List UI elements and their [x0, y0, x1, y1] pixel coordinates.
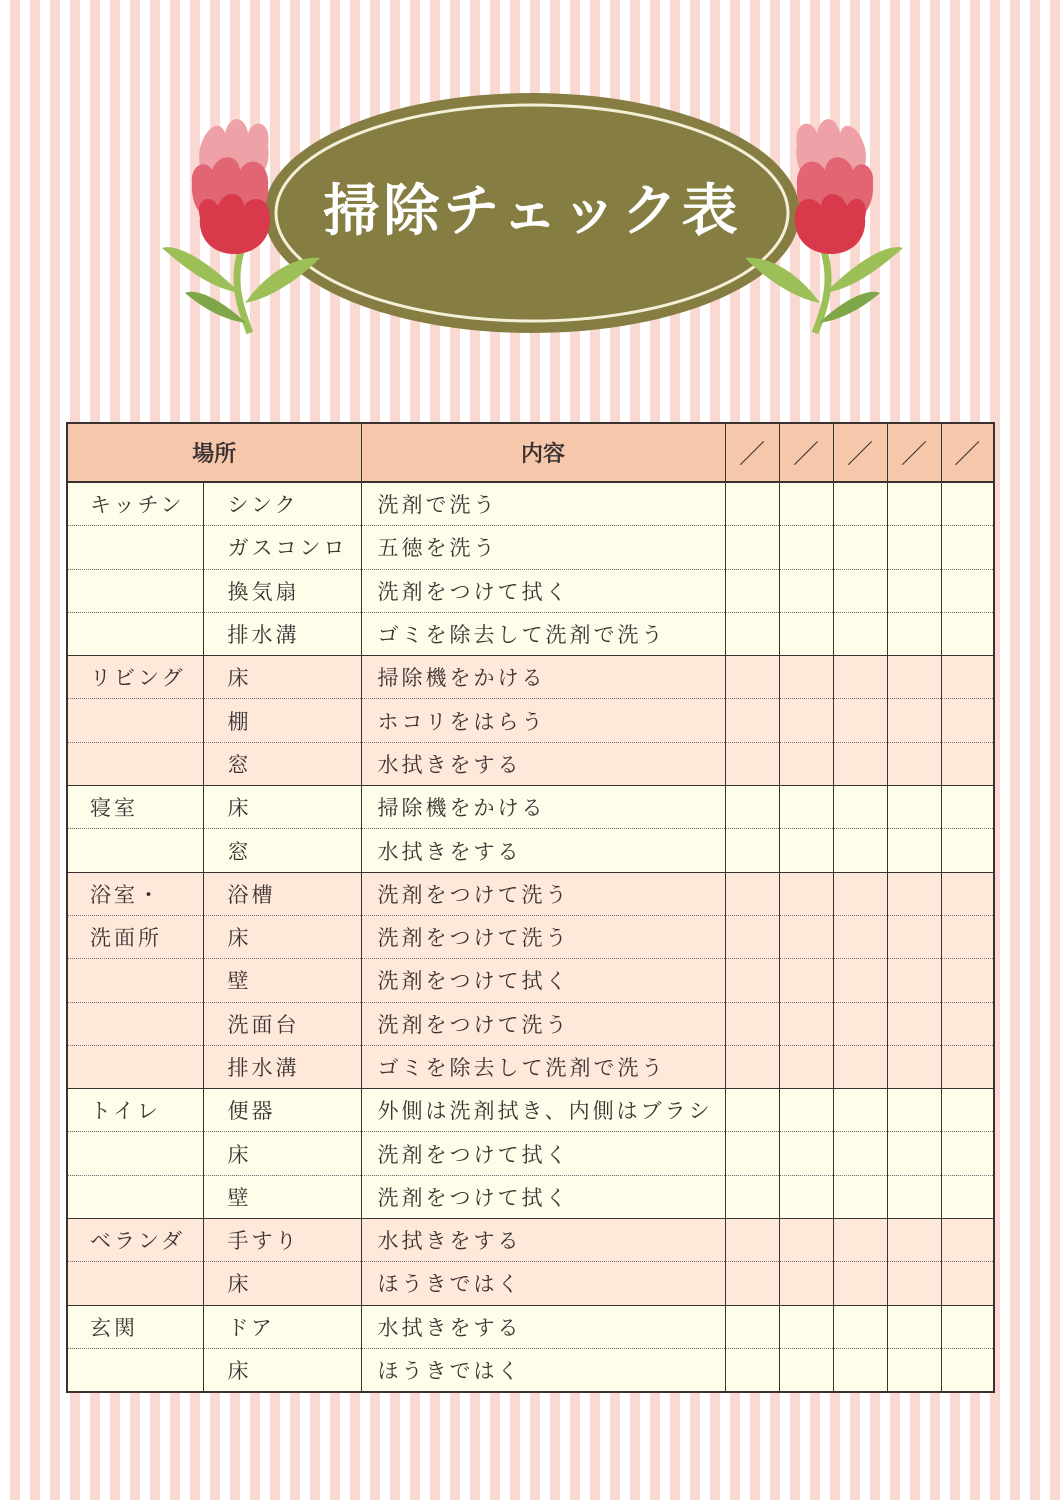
title-banner	[160, 88, 905, 348]
item-cell: 換気扇	[203, 569, 361, 612]
check-cell-5[interactable]	[941, 786, 993, 829]
task-cell: 水拭きをする	[361, 1219, 725, 1262]
item-cell: 壁	[203, 959, 361, 1002]
check-cell-4[interactable]	[887, 959, 941, 1002]
check-cell-5[interactable]	[941, 959, 993, 1002]
task-cell: ゴミを除去して洗剤で洗う	[361, 612, 725, 655]
check-cell-5[interactable]	[941, 569, 993, 612]
place-cell	[68, 829, 203, 872]
table-row	[68, 1305, 993, 1348]
check-cell-2[interactable]	[779, 829, 833, 872]
check-cell-2[interactable]	[779, 1305, 833, 1348]
check-cell-2[interactable]	[779, 1002, 833, 1045]
check-cell-3[interactable]	[833, 1305, 887, 1348]
place-cell	[68, 1045, 203, 1088]
check-cell-5[interactable]	[941, 1348, 993, 1391]
check-cell-4[interactable]	[887, 742, 941, 785]
check-cell-1[interactable]	[725, 1305, 779, 1348]
task-cell: 洗剤をつけて洗う	[361, 872, 725, 915]
place-cell	[68, 1002, 203, 1045]
check-cell-5[interactable]	[941, 872, 993, 915]
check-cell-1[interactable]	[725, 699, 779, 742]
task-cell: ゴミを除去して洗剤で洗う	[361, 1045, 725, 1088]
header-place: 場所	[68, 424, 361, 482]
check-cell-5[interactable]	[941, 1089, 993, 1132]
place-cell	[68, 1132, 203, 1175]
table-row	[68, 872, 993, 915]
table-row	[68, 1348, 993, 1391]
place-cell	[68, 526, 203, 569]
check-cell-4[interactable]	[887, 1132, 941, 1175]
check-cell-2[interactable]	[779, 699, 833, 742]
item-cell: 床	[203, 1262, 361, 1305]
check-cell-3[interactable]	[833, 1219, 887, 1262]
item-cell: 床	[203, 786, 361, 829]
check-cell-3[interactable]	[833, 612, 887, 655]
item-cell: 洗面台	[203, 1002, 361, 1045]
item-cell: 床	[203, 1132, 361, 1175]
check-cell-2[interactable]	[779, 656, 833, 699]
check-cell-2[interactable]	[779, 1132, 833, 1175]
check-cell-4[interactable]	[887, 829, 941, 872]
check-cell-3[interactable]	[833, 1089, 887, 1132]
item-cell: 窓	[203, 829, 361, 872]
check-cell-3[interactable]	[833, 959, 887, 1002]
item-cell: シンク	[203, 482, 361, 526]
place-cell: キッチン	[68, 482, 203, 526]
check-cell-4[interactable]	[887, 526, 941, 569]
check-cell-5[interactable]	[941, 829, 993, 872]
task-cell: ほうきではく	[361, 1348, 725, 1391]
table-row	[68, 656, 993, 699]
check-cell-3[interactable]	[833, 872, 887, 915]
check-cell-4[interactable]	[887, 1089, 941, 1132]
check-cell-4[interactable]	[887, 656, 941, 699]
check-cell-4[interactable]	[887, 872, 941, 915]
check-cell-5[interactable]	[941, 1305, 993, 1348]
place-cell: 洗面所	[68, 915, 203, 958]
header-content: 内容	[361, 424, 725, 482]
check-cell-5[interactable]	[941, 612, 993, 655]
place-cell: 浴室・	[68, 872, 203, 915]
check-cell-5[interactable]	[941, 1132, 993, 1175]
task-cell: 水拭きをする	[361, 1305, 725, 1348]
check-cell-1[interactable]	[725, 656, 779, 699]
task-cell: ホコリをはらう	[361, 699, 725, 742]
check-cell-2[interactable]	[779, 1219, 833, 1262]
item-cell: 床	[203, 1348, 361, 1391]
check-cell-5[interactable]	[941, 656, 993, 699]
check-cell-5[interactable]	[941, 1219, 993, 1262]
table-row	[68, 1132, 993, 1175]
check-cell-4[interactable]	[887, 569, 941, 612]
check-cell-1[interactable]	[725, 872, 779, 915]
table-header-row	[68, 424, 993, 482]
check-cell-4[interactable]	[887, 1002, 941, 1045]
task-cell: 洗剤をつけて洗う	[361, 1002, 725, 1045]
check-cell-1[interactable]	[725, 569, 779, 612]
check-cell-2[interactable]	[779, 872, 833, 915]
place-cell	[68, 742, 203, 785]
task-cell: 洗剤で洗う	[361, 482, 725, 526]
place-cell: ベランダ	[68, 1219, 203, 1262]
check-cell-5[interactable]	[941, 1175, 993, 1218]
check-cell-2[interactable]	[779, 1348, 833, 1391]
header-date-1[interactable]: ／	[725, 424, 779, 482]
check-cell-1[interactable]	[725, 1132, 779, 1175]
table-row	[68, 482, 993, 526]
item-cell: 棚	[203, 699, 361, 742]
check-cell-1[interactable]	[725, 1002, 779, 1045]
check-cell-1[interactable]	[725, 786, 779, 829]
check-cell-5[interactable]	[941, 1002, 993, 1045]
check-cell-5[interactable]	[941, 699, 993, 742]
place-cell	[68, 699, 203, 742]
table-row	[68, 742, 993, 785]
check-cell-2[interactable]	[779, 1175, 833, 1218]
check-cell-4[interactable]	[887, 1262, 941, 1305]
check-cell-3[interactable]	[833, 1045, 887, 1088]
check-cell-3[interactable]	[833, 569, 887, 612]
check-cell-4[interactable]	[887, 1348, 941, 1391]
check-cell-3[interactable]	[833, 1175, 887, 1218]
page-title: 掃除チェック表	[323, 179, 742, 244]
item-cell: 壁	[203, 1175, 361, 1218]
check-cell-3[interactable]	[833, 829, 887, 872]
check-cell-1[interactable]	[725, 742, 779, 785]
place-cell	[68, 1348, 203, 1391]
check-cell-1[interactable]	[725, 1175, 779, 1218]
table-row	[68, 829, 993, 872]
table-row	[68, 1262, 993, 1305]
task-cell: 外側は洗剤拭き、内側はブラシ	[361, 1089, 725, 1132]
header-date-4[interactable]: ／	[887, 424, 941, 482]
table-row	[68, 569, 993, 612]
check-cell-3[interactable]	[833, 699, 887, 742]
check-cell-5[interactable]	[941, 742, 993, 785]
item-cell: 浴槽	[203, 872, 361, 915]
check-cell-3[interactable]	[833, 915, 887, 958]
check-cell-2[interactable]	[779, 786, 833, 829]
check-cell-5[interactable]	[941, 915, 993, 958]
check-cell-3[interactable]	[833, 526, 887, 569]
task-cell: 洗剤をつけて洗う	[361, 915, 725, 958]
check-cell-3[interactable]	[833, 656, 887, 699]
check-cell-3[interactable]	[833, 1262, 887, 1305]
task-cell: ほうきではく	[361, 1262, 725, 1305]
place-cell: 玄関	[68, 1305, 203, 1348]
check-cell-3[interactable]	[833, 786, 887, 829]
task-cell: 水拭きをする	[361, 829, 725, 872]
header-date-3[interactable]: ／	[833, 424, 887, 482]
check-cell-2[interactable]	[779, 742, 833, 785]
table-row	[68, 526, 993, 569]
check-cell-2[interactable]	[779, 612, 833, 655]
place-cell: 寝室	[68, 786, 203, 829]
table-row	[68, 1002, 993, 1045]
task-cell: 掃除機をかける	[361, 786, 725, 829]
table-row	[68, 1219, 993, 1262]
item-cell: 床	[203, 915, 361, 958]
table-row	[68, 699, 993, 742]
check-cell-2[interactable]	[779, 1262, 833, 1305]
check-cell-2[interactable]	[779, 1089, 833, 1132]
check-cell-1[interactable]	[725, 1348, 779, 1391]
check-cell-5[interactable]	[941, 1262, 993, 1305]
header-date-2[interactable]: ／	[779, 424, 833, 482]
item-cell: 排水溝	[203, 1045, 361, 1088]
task-cell: 五徳を洗う	[361, 526, 725, 569]
check-cell-5[interactable]	[941, 482, 993, 526]
check-cell-4[interactable]	[887, 786, 941, 829]
check-cell-2[interactable]	[779, 959, 833, 1002]
check-cell-3[interactable]	[833, 742, 887, 785]
table-row	[68, 786, 993, 829]
task-cell: 掃除機をかける	[361, 656, 725, 699]
check-cell-4[interactable]	[887, 612, 941, 655]
check-cell-2[interactable]	[779, 526, 833, 569]
check-cell-4[interactable]	[887, 699, 941, 742]
place-cell	[68, 959, 203, 1002]
item-cell: 排水溝	[203, 612, 361, 655]
check-cell-2[interactable]	[779, 1045, 833, 1088]
check-cell-1[interactable]	[725, 1045, 779, 1088]
item-cell: 便器	[203, 1089, 361, 1132]
check-cell-1[interactable]	[725, 915, 779, 958]
task-cell: 洗剤をつけて拭く	[361, 569, 725, 612]
item-cell: ガスコンロ	[203, 526, 361, 569]
check-cell-3[interactable]	[833, 1132, 887, 1175]
check-cell-1[interactable]	[725, 482, 779, 526]
check-cell-5[interactable]	[941, 526, 993, 569]
check-cell-3[interactable]	[833, 1348, 887, 1391]
check-cell-3[interactable]	[833, 1002, 887, 1045]
check-cell-1[interactable]	[725, 1089, 779, 1132]
place-cell	[68, 569, 203, 612]
check-cell-4[interactable]	[887, 1045, 941, 1088]
check-cell-1[interactable]	[725, 1262, 779, 1305]
item-cell: 床	[203, 656, 361, 699]
check-cell-1[interactable]	[725, 612, 779, 655]
check-cell-1[interactable]	[725, 1219, 779, 1262]
table-row	[68, 1175, 993, 1218]
check-cell-4[interactable]	[887, 1219, 941, 1262]
task-cell: 水拭きをする	[361, 742, 725, 785]
check-cell-4[interactable]	[887, 1305, 941, 1348]
check-cell-2[interactable]	[779, 482, 833, 526]
check-cell-4[interactable]	[887, 1175, 941, 1218]
check-cell-1[interactable]	[725, 829, 779, 872]
check-cell-4[interactable]	[887, 482, 941, 526]
check-cell-1[interactable]	[725, 526, 779, 569]
header-date-5[interactable]: ／	[941, 424, 993, 482]
task-cell: 洗剤をつけて拭く	[361, 1132, 725, 1175]
table-row	[68, 915, 993, 958]
check-cell-2[interactable]	[779, 569, 833, 612]
place-cell: トイレ	[68, 1089, 203, 1132]
check-cell-4[interactable]	[887, 915, 941, 958]
cleaning-checklist-table	[66, 422, 995, 1393]
check-cell-5[interactable]	[941, 1045, 993, 1088]
table-row	[68, 959, 993, 1002]
place-cell	[68, 612, 203, 655]
table-row	[68, 1045, 993, 1088]
place-cell	[68, 1262, 203, 1305]
item-cell: 手すり	[203, 1219, 361, 1262]
item-cell: 窓	[203, 742, 361, 785]
item-cell: ドア	[203, 1305, 361, 1348]
table-row	[68, 1089, 993, 1132]
table-row	[68, 612, 993, 655]
check-cell-2[interactable]	[779, 915, 833, 958]
task-cell: 洗剤をつけて拭く	[361, 959, 725, 1002]
task-cell: 洗剤をつけて拭く	[361, 1175, 725, 1218]
place-cell: リビング	[68, 656, 203, 699]
check-cell-3[interactable]	[833, 482, 887, 526]
check-cell-1[interactable]	[725, 959, 779, 1002]
place-cell	[68, 1175, 203, 1218]
